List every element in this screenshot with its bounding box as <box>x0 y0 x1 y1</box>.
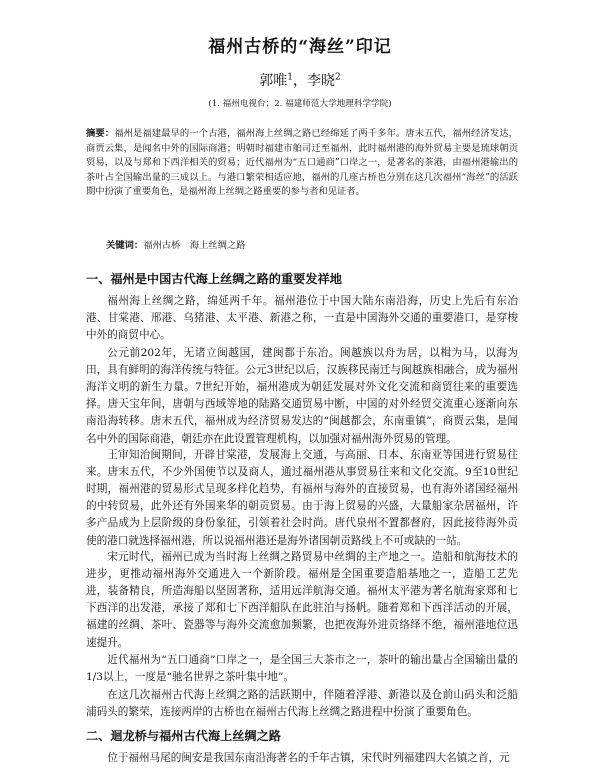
keywords <box>106 237 518 251</box>
body-paragraph: 宋元时代，福州已成为当时海上丝绸之路贸易中丝绸的主产地之一。造船和航海技术的进步，更推动福州海外交通进入一个新阶段。福州是全国重要造船基地之一，造船工艺先进，装备精良，所造海船以坚固著称，适用远洋航海交通。福州太平港为著名航海家郑和七下西洋的出发港，承接了郑和七下西洋船队在此驻泊与扬帆。随着郑和下西洋活动的开展，福建的丝绸、茶叶、瓷器等与海外交流愈加频繁，也把夜海外进贡络绎不绝，福州港地位迅速提升。 <box>86 550 518 649</box>
author-separator: ， <box>293 73 307 89</box>
abstract-text: 福州是福建最早的一个古港，福州海上丝绸之路已经绵延了两千多年。唐末五代，福州经济发达，商贾云集，是闻名中外的国际商港；明朝时福建市舶司迁至福州，此时福州港的海外贸易主要是琉球朝贡贸易，以及与郑和下西洋相关的贸易；近代福州为“五口通商”口岸之一，是著名的茶港，由福州港输出的茶叶占全国输出量的三成以上。与港口繁荣相适应地，福州的几座古桥也分别在这几次福州“海丝”的活跃期中扮演了重要角色，是福州海上丝绸之路重要的参与者和见证者。 <box>86 128 518 198</box>
body-paragraph: 位于福州马尾的闽安是我国东南沿海著名的千年古镇，宋代时列福建四大名镇之首，元 <box>107 751 510 764</box>
body-paragraph: 在这几次福州古代海上丝绸之路的活跃期中，伴随着浮港、新港以及仓前山码头和泛船浦码头的繁荣，连接两岸的古桥也在福州古代海上丝绸之路进程中扮演了重要角色。 <box>86 688 518 718</box>
section-heading: 二、迴龙桥与福州古代海上丝绸之路 <box>86 729 281 743</box>
author-name: 李晓 <box>307 73 335 89</box>
keywords-label: 关键词： <box>106 240 144 251</box>
abstract <box>86 127 518 200</box>
author-name: 郭唯 <box>259 73 288 89</box>
body-paragraph: 福州海上丝绸之路，绵延两千年。福州港位于中国大陆东南沿海，历史上先后有东冶港、甘棠港、邢港、乌猪港、太平港、新港之称，一直是中国海外交通的重要港口，是穿梭中外的商贸中心。 <box>86 294 518 341</box>
affiliations: (1. 福州电视台；2. 福建师范大学地理科学学院) <box>208 99 392 109</box>
section-heading: 一、福州是中国古代海上丝绸之路的重要发祥地 <box>86 272 342 286</box>
author-affil-mark: 2 <box>335 72 341 83</box>
body-paragraph: 公元前202年，无诸立闽越国，建闽都于东冶。闽越族以舟为居，以楫为马，以海为田，具有鲜明的海洋传统与特征。公元3世纪以后，汉族移民南迁与闽越族相融合，成为福州海洋文明的新生力量。7世纪开始，福州港成为朝廷发展对外文化交流和商贸往来的重要选择。唐天宝年间，唐朝与西域等地的陆路交通贸易中断，中国的对外经贸交流重心逐渐向东南沿海转移。唐末五代，福州成为经济贸易发达的“闽越都会，东南重镇”，商贾云集，是闻名中外的国际商港，朝廷亦在此设置管理机构，以加强对福州海外贸易的管理。 <box>86 346 518 445</box>
author-line <box>0 70 600 90</box>
author-affil-mark: 1 <box>287 72 293 83</box>
keywords-text: 福州古桥 海上丝绸之路 <box>143 240 246 251</box>
body-paragraph: 近代福州为“五口通商”口岸之一，是全国三大茶市之一，茶叶的输出量占全国输出量的1/3以上，一度是“驰名世界之茶叶集中地”。 <box>86 653 518 683</box>
abstract-label: 摘要： <box>86 128 115 139</box>
paper-title: 福州古桥的“海丝”印记 <box>208 37 392 57</box>
body-paragraph: 王审知治闽期间，开辟甘棠港，发展海上交通，与高丽、日本、东南亚等国进行贸易往来。唐末五代，不少外国使节以及商人，通过福州港从事贸易往来和文化交流。9至10世纪时期，福州港的贸易形式呈现多样化趋势，有福州与海外的直接贸易，也有海外诸国经福州的中转贸易，此外还有外国来华的朝贡贸易。由于海上贸易的兴盛，大量船家杂居福州，许多产品成为上层阶级的身份象征，引领着社会时尚。唐代泉州不置都督府，因此接待海外贡使的港口就选择福州港，所以说福州港还是海外诸国朝贡路线上不可或缺的一站。 <box>86 448 518 547</box>
